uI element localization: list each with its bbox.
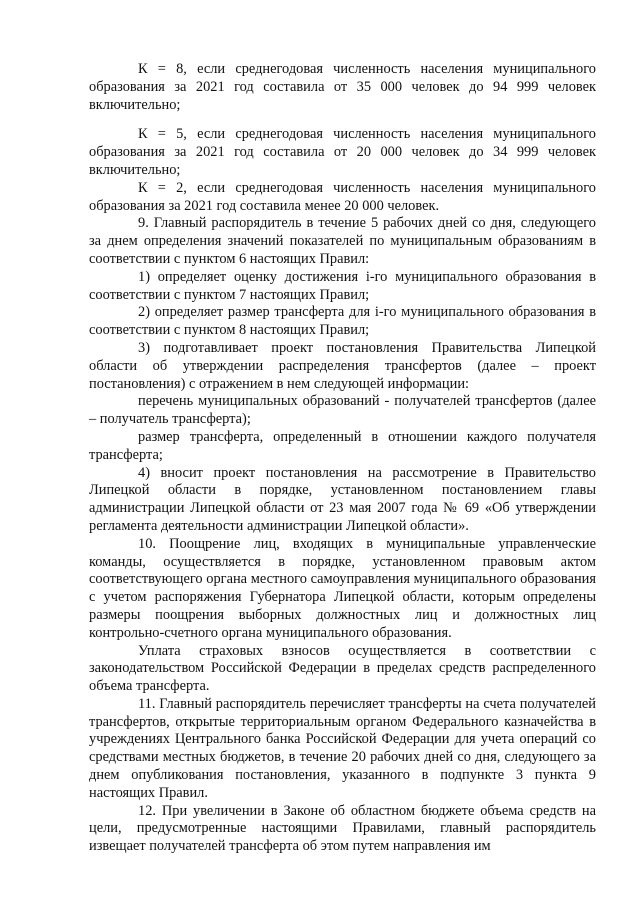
paragraph-k2: К = 2, если среднегодовая численность населения муниципального образования за 2021 год составила менее 20 000 человек.: [89, 179, 596, 214]
paragraph-9-3: 3) подготавливает проект постановления Правительства Липецкой области об утверждении распределения трансфертов (далее – проект постановления) с отражением в нем следующей информации:: [89, 339, 596, 392]
document-page: [89, 61, 596, 856]
paragraph-k8: К = 8, если среднегодовая численность населения муниципального образования за 2021 год составила от 35 000 человек до 94 999 человек включительно;: [89, 61, 596, 113]
paragraph-9-3-size: размер трансферта, определенный в отношении каждого получателя трансферта;: [89, 428, 596, 463]
paragraph-9: 9. Главный распорядитель в течение 5 рабочих дней со дня, следующего за днем определения значений показателей по муниципальным образованиям в соответствии с пунктом 6 настоящих Правил:: [89, 215, 596, 267]
paragraph-9-3-list: перечень муниципальных образований - получателей трансфертов (далее – получатель трансферта);: [89, 393, 596, 428]
paragraph-9-4: 4) вносит проект постановления на рассмотрение в Правительство Липецкой области в порядке, установленном постановлением главы администрации Липецкой области от 23 мая 2007 года № 69 «Об утверждении регламента деятельности администрации Липецкой области».: [89, 464, 596, 534]
paragraph-11: 11. Главный распорядитель перечисляет трансферты на счета получателей трансфертов, открытые территориальным органом Федерального казначейства в учреждениях Центрального банка Российской Федерации для учета операций со средствами местных бюджетов, в течение 20 рабочих дней со дня, следующего за днем опубликования постановления, указанного в подпункте 3 пункта 9 настоящих Правил.: [89, 695, 596, 801]
paragraph-9-2: 2) определяет размер трансферта для i-го муниципального образования в соответствии с пунктом 8 настоящих Правил;: [89, 304, 596, 339]
paragraph-10-insurance: Уплата страховых взносов осуществляется в соответствии с законодательством Российской Федерации в пределах средств распределенного объема трансферта.: [89, 642, 596, 695]
paragraph-12: 12. При увеличении в Законе об областном бюджете объема средств на цели, предусмотренные настоящими Правилами, главный распорядитель извещает получателей трансферта об этом путем направления им: [89, 802, 596, 855]
paragraph-9-1: 1) определяет оценку достижения i-го муниципального образования в соответствии с пунктом 7 настоящих Правил;: [89, 268, 596, 303]
paragraph-10: 10. Поощрение лиц, входящих в муниципальные управленческие команды, осуществляется в порядке, установленном правовым актом соответствующего органа местного самоуправления муниципального образования с учетом распоряжения Губернатора Липецкой области, которым определены размеры поощрения выборных должностных лиц и должностных лиц контрольно-счетного органа муниципального образования.: [89, 535, 596, 641]
paragraph-k5: К = 5, если среднегодовая численность населения муниципального образования за 2021 год составила от 20 000 человек до 34 999 человек включительно;: [89, 126, 596, 178]
